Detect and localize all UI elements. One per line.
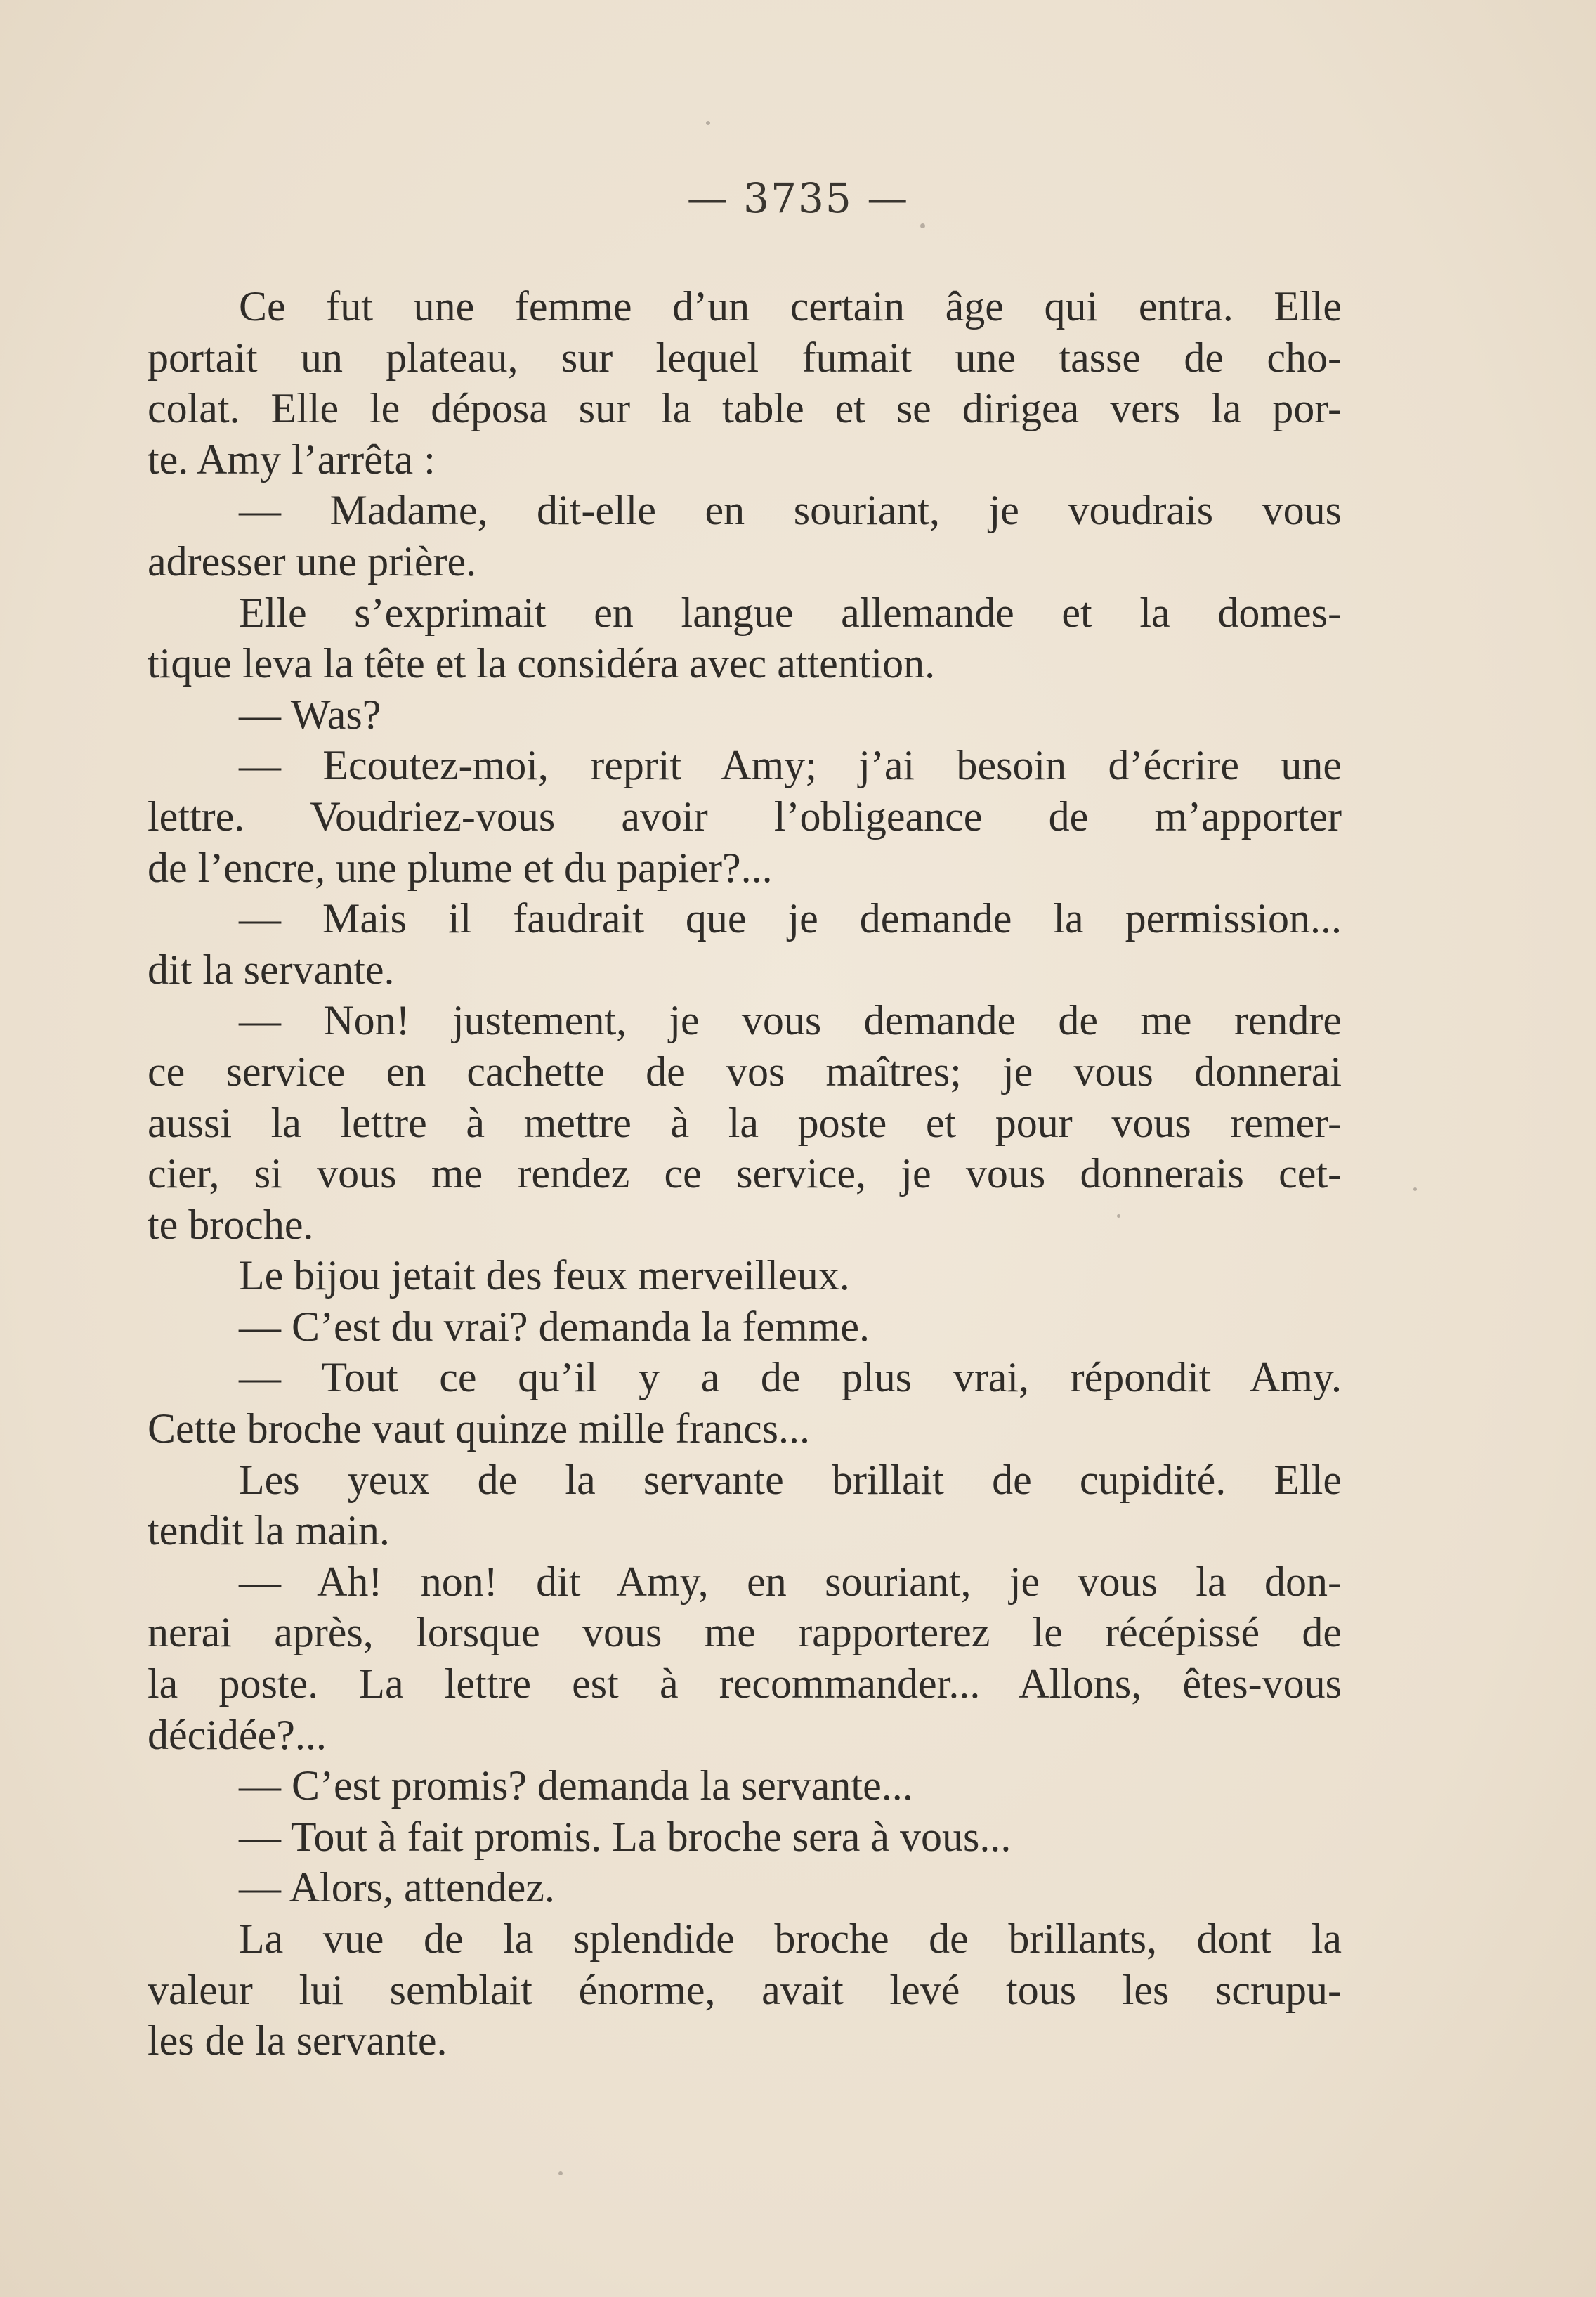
text-line: colat. Elle le déposa sur la table et se dirigea vers la por- bbox=[148, 385, 1342, 432]
text-line: te broche. bbox=[148, 1201, 314, 1248]
text-line: — Alors, attendez. bbox=[239, 1864, 555, 1911]
text-line: dit la servante. bbox=[148, 946, 395, 993]
text-line: — Mais il faudrait que je demande la permission... bbox=[239, 895, 1342, 942]
text-line: — Tout à fait promis. La broche sera à vous... bbox=[239, 1813, 1012, 1860]
paper-speck bbox=[1413, 1187, 1417, 1191]
text-line: — Ah! non! dit Amy, en souriant, je vous la don- bbox=[239, 1558, 1342, 1605]
page-number: — 3735 — bbox=[686, 174, 910, 222]
text-line: Ce fut une femme d’un certain âge qui entra. Elle bbox=[239, 283, 1342, 330]
text-line: les de la servante. bbox=[148, 2017, 447, 2064]
text-line: Les yeux de la servante brillait de cupidité. Elle bbox=[239, 1456, 1342, 1503]
text-line: de l’encre, une plume et du papier?... bbox=[148, 844, 773, 891]
body-text bbox=[148, 281, 1342, 2067]
text-line: adresser une prière. bbox=[148, 538, 477, 585]
text-line: — Tout ce qu’il y a de plus vrai, répondit Amy. bbox=[239, 1354, 1342, 1401]
text-line: te. Amy l’arrêta : bbox=[148, 436, 436, 483]
paper-speck bbox=[920, 223, 925, 228]
text-line: lettre. Voudriez-vous avoir l’obligeance de m’apporter bbox=[148, 793, 1342, 840]
text-line: — C’est du vrai? demanda la femme. bbox=[239, 1303, 870, 1350]
text-line: tique leva la tête et la considéra avec attention. bbox=[148, 640, 936, 687]
text-line: — Non! justement, je vous demande de me rendre bbox=[239, 997, 1342, 1044]
text-line: — Was? bbox=[239, 691, 381, 738]
text-line: — C’est promis? demanda la servante... bbox=[239, 1762, 913, 1809]
text-line: Cette broche vaut quinze mille francs... bbox=[148, 1405, 810, 1452]
text-line: ce service en cachette de vos maîtres; je vous donnerai bbox=[148, 1048, 1342, 1095]
text-line: Elle s’exprimait en langue allemande et la domes- bbox=[239, 589, 1342, 636]
paper-speck bbox=[558, 2171, 563, 2175]
text-line: La vue de la splendide broche de brillants, dont la bbox=[239, 1915, 1342, 1962]
text-line: valeur lui semblait énorme, avait levé tous les scrupu- bbox=[148, 1966, 1342, 2013]
paper-speck bbox=[706, 121, 710, 125]
text-line: — Madame, dit-elle en souriant, je voudrais vous bbox=[239, 487, 1342, 534]
text-line: aussi la lettre à mettre à la poste et pour vous remer- bbox=[148, 1099, 1342, 1146]
text-line: décidée?... bbox=[148, 1711, 327, 1758]
text-line: nerai après, lorsque vous me rapporterez le récépissé de bbox=[148, 1609, 1342, 1656]
paper-speck bbox=[1117, 1214, 1120, 1218]
text-line: — Ecoutez-moi, reprit Amy; j’ai besoin d’écrire une bbox=[239, 742, 1342, 789]
text-line: tendit la main. bbox=[148, 1507, 390, 1554]
text-line: portait un plateau, sur lequel fumait une tasse de cho- bbox=[148, 334, 1342, 381]
text-line: Le bijou jetait des feux merveilleux. bbox=[239, 1252, 850, 1299]
text-line: la poste. La lettre est à recommander... Allons, êtes-vous bbox=[148, 1660, 1342, 1707]
text-line: cier, si vous me rendez ce service, je vous donnerais cet- bbox=[148, 1150, 1342, 1197]
